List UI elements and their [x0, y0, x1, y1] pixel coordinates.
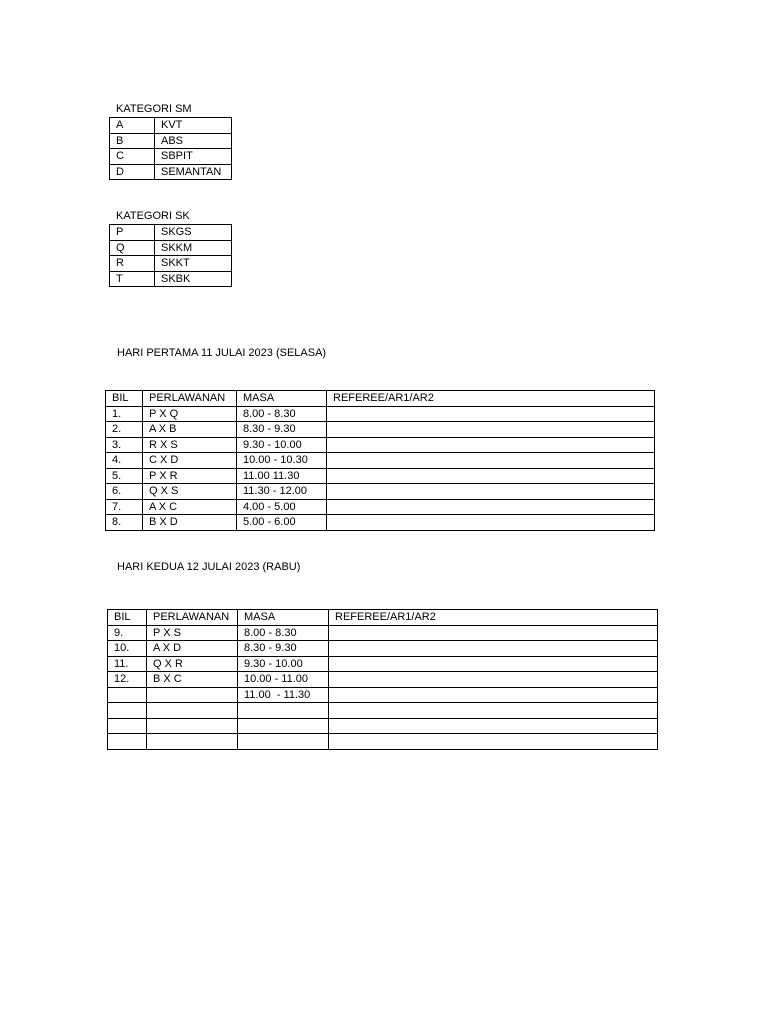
referee-cell: [329, 687, 658, 703]
time-cell: [238, 734, 329, 750]
code-cell: C: [110, 149, 155, 165]
column-header-masa: MASA: [237, 391, 327, 407]
referee-cell: [327, 406, 655, 422]
bil-cell: 9.: [108, 625, 147, 641]
table-row: [108, 656, 658, 672]
name-cell: SBPIT: [155, 149, 232, 165]
match-cell: A X D: [147, 641, 238, 657]
table-row: [106, 468, 655, 484]
referee-cell: [327, 484, 655, 500]
referee-cell: [327, 499, 655, 515]
table-row: [110, 225, 232, 241]
time-cell: [238, 718, 329, 734]
table-row: [108, 703, 658, 719]
referee-cell: [329, 641, 658, 657]
match-cell: P X R: [143, 468, 237, 484]
code-cell: A: [110, 118, 155, 134]
column-header-referee: REFEREE/AR1/AR2: [329, 610, 658, 626]
table-row: [106, 499, 655, 515]
table-row: [110, 149, 232, 165]
bil-cell: 5.: [106, 468, 143, 484]
time-cell: 5.00 - 6.00: [237, 515, 327, 531]
referee-cell: [329, 734, 658, 750]
bil-cell: [108, 734, 147, 750]
table-row: [110, 118, 232, 134]
column-header-bil: BIL: [106, 391, 143, 407]
bil-cell: 7.: [106, 499, 143, 515]
name-cell: SKKM: [155, 240, 232, 256]
match-cell: [147, 718, 238, 734]
time-cell: 4.00 - 5.00: [237, 499, 327, 515]
referee-cell: [327, 468, 655, 484]
bil-cell: 4.: [106, 453, 143, 469]
referee-cell: [327, 453, 655, 469]
day1-schedule-table: [105, 390, 655, 531]
bil-cell: [108, 687, 147, 703]
table-row: [110, 164, 232, 180]
match-cell: C X D: [143, 453, 237, 469]
time-cell: 8.30 - 9.30: [238, 641, 329, 657]
table-row: [108, 672, 658, 688]
name-cell: SKKT: [155, 256, 232, 272]
table-row: [110, 133, 232, 149]
table-row: [108, 687, 658, 703]
table-header-row: [108, 610, 658, 626]
time-cell: 8.30 - 9.30: [237, 422, 327, 438]
match-cell: A X C: [143, 499, 237, 515]
column-header-perlawanan: PERLAWANAN: [143, 391, 237, 407]
day2-schedule-table: [107, 609, 658, 750]
table-row: [108, 718, 658, 734]
name-cell: ABS: [155, 133, 232, 149]
table-row: [106, 437, 655, 453]
time-cell: 11.30 - 12.00: [237, 484, 327, 500]
match-cell: [147, 687, 238, 703]
code-cell: R: [110, 256, 155, 272]
table-header-row: [106, 391, 655, 407]
table-row: [110, 240, 232, 256]
bil-cell: [108, 718, 147, 734]
time-cell: 10.00 - 10.30: [237, 453, 327, 469]
referee-cell: [327, 515, 655, 531]
day1-title: HARI PERTAMA 11 JULAI 2023 (SELASA): [117, 347, 327, 359]
table-row: [108, 625, 658, 641]
time-cell: 8.00 - 8.30: [238, 625, 329, 641]
table-row: [106, 422, 655, 438]
kategori-sm-title: KATEGORI SM: [116, 103, 192, 115]
match-cell: Q X S: [143, 484, 237, 500]
referee-cell: [329, 718, 658, 734]
table-row: [106, 453, 655, 469]
bil-cell: [108, 703, 147, 719]
table-row: [108, 641, 658, 657]
name-cell: SKBK: [155, 271, 232, 287]
referee-cell: [329, 672, 658, 688]
code-cell: B: [110, 133, 155, 149]
referee-cell: [329, 703, 658, 719]
name-cell: KVT: [155, 118, 232, 134]
time-cell: 9.30 - 10.00: [238, 656, 329, 672]
code-cell: Q: [110, 240, 155, 256]
match-cell: P X Q: [143, 406, 237, 422]
match-cell: [147, 703, 238, 719]
match-cell: P X S: [147, 625, 238, 641]
name-cell: SKGS: [155, 225, 232, 241]
bil-cell: 10.: [108, 641, 147, 657]
time-cell: 11.00 11.30: [237, 468, 327, 484]
referee-cell: [329, 625, 658, 641]
table-row: [110, 256, 232, 272]
bil-cell: 6.: [106, 484, 143, 500]
match-cell: R X S: [143, 437, 237, 453]
table-row: [108, 734, 658, 750]
bil-cell: 8.: [106, 515, 143, 531]
bil-cell: 2.: [106, 422, 143, 438]
match-cell: [147, 734, 238, 750]
time-cell: 10.00 - 11.00: [238, 672, 329, 688]
kategori-sk-title: KATEGORI SK: [116, 210, 190, 222]
kategori-sk-table: [109, 224, 232, 287]
match-cell: B X C: [147, 672, 238, 688]
referee-cell: [329, 656, 658, 672]
time-cell: [238, 703, 329, 719]
bil-cell: 12.: [108, 672, 147, 688]
match-cell: Q X R: [147, 656, 238, 672]
table-row: [106, 484, 655, 500]
bil-cell: 11.: [108, 656, 147, 672]
kategori-sm-table: [109, 117, 232, 180]
referee-cell: [327, 422, 655, 438]
column-header-referee: REFEREE/AR1/AR2: [327, 391, 655, 407]
bil-cell: 3.: [106, 437, 143, 453]
match-cell: A X B: [143, 422, 237, 438]
table-row: [110, 271, 232, 287]
referee-cell: [327, 437, 655, 453]
day2-title: HARI KEDUA 12 JULAI 2023 (RABU): [117, 561, 301, 573]
name-cell: SEMANTAN: [155, 164, 232, 180]
time-cell: 11.00 - 11.30: [238, 687, 329, 703]
table-row: [106, 406, 655, 422]
table-row: [106, 515, 655, 531]
code-cell: T: [110, 271, 155, 287]
time-cell: 9.30 - 10.00: [237, 437, 327, 453]
code-cell: D: [110, 164, 155, 180]
column-header-masa: MASA: [238, 610, 329, 626]
code-cell: P: [110, 225, 155, 241]
column-header-perlawanan: PERLAWANAN: [147, 610, 238, 626]
column-header-bil: BIL: [108, 610, 147, 626]
bil-cell: 1.: [106, 406, 143, 422]
time-cell: 8.00 - 8.30: [237, 406, 327, 422]
match-cell: B X D: [143, 515, 237, 531]
